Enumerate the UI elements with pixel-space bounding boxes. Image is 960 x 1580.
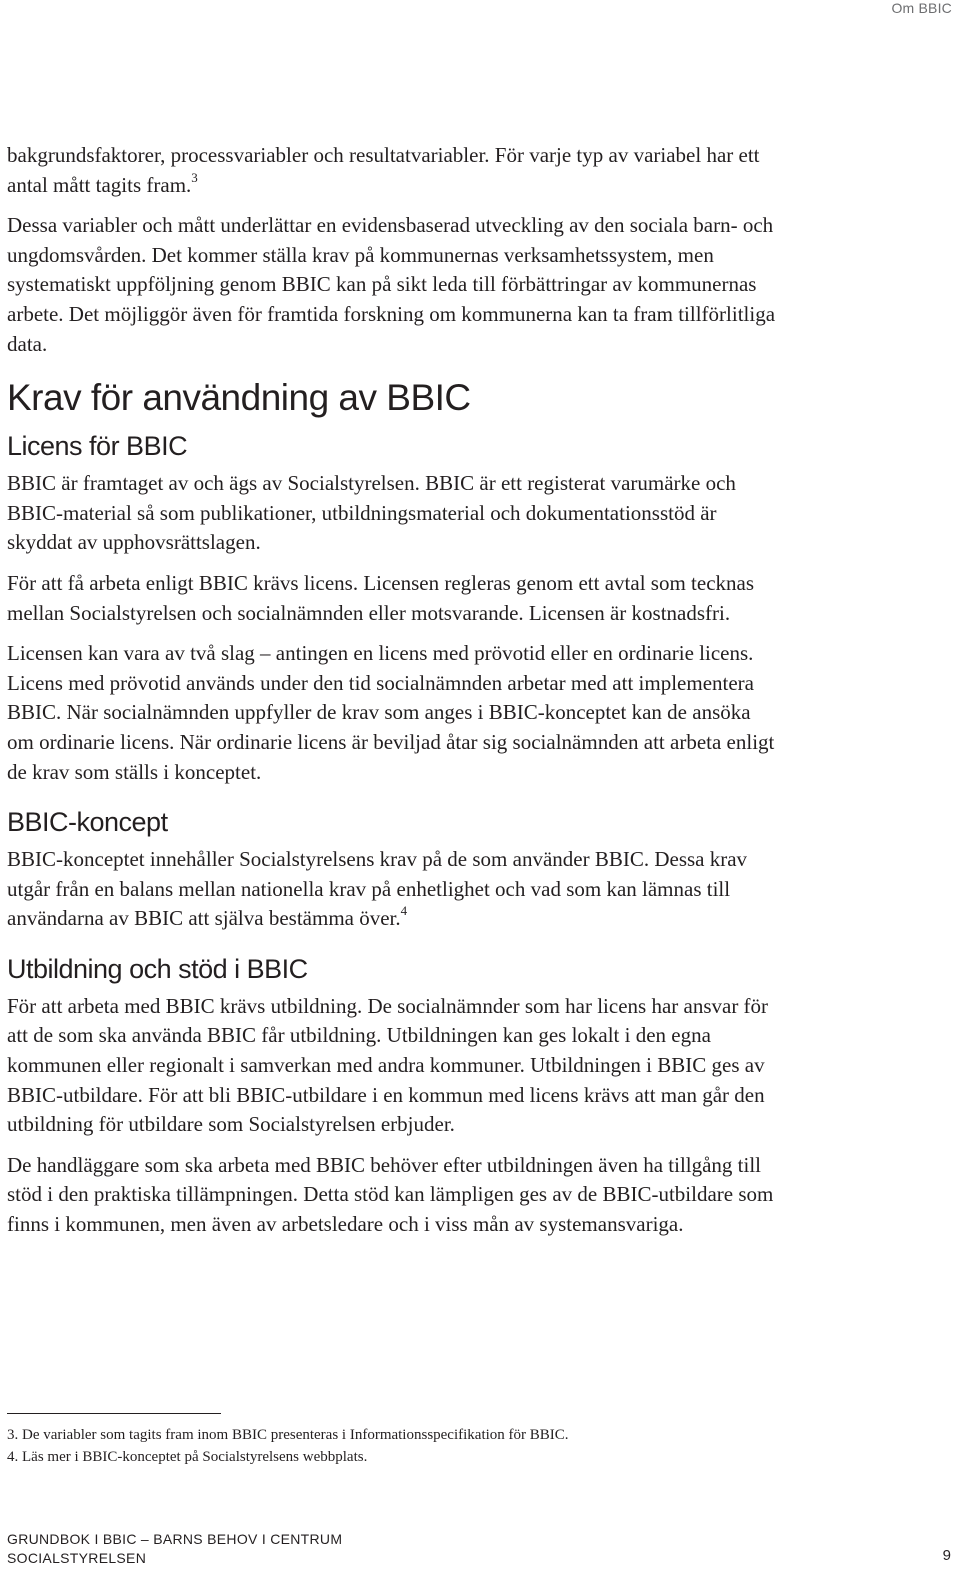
subheading-koncept: BBIC-koncept bbox=[7, 807, 168, 838]
koncept-paragraph bbox=[7, 845, 777, 934]
utbildning-paragraph-1: För att arbeta med BBIC krävs utbildning. De socialnämnder som har licens har ansvar för att de som ska använda BBIC får utbildning. Utbildningen kan ges lokalt i den egna kommunen eller regionalt i samverkan med andra kommuner. Utbildningen i BBIC ges av BBIC-utbildare. För att bli BBIC-utbildare i en kommun med licens krävs att man går den utbildning för utbildare som Socialstyrelsen erbjuder. bbox=[7, 993, 769, 1137]
intro-paragraph-1-text: bakgrundsfaktorer, processvariabler och resultatvariabler. För varje typ av variabel har ett antal mått tagits fram. bbox=[7, 143, 760, 197]
intro-paragraph-2: Dessa variabler och mått underlättar en evidensbaserad utveckling av den sociala barn- och ungdomsvården. Det kommer ställa krav på kommunernas verksamhetssystem, men systematiskt uppföljning genom BBIC kan på sikt leda till förbättringar av kommunernas arbete. Det möjliggör även för framtida forskning om kommunerna kan ta fram tillförlitliga data. bbox=[7, 213, 776, 356]
section-heading-krav: Krav för användning av BBIC bbox=[7, 377, 471, 419]
footnote-ref-4: 4 bbox=[400, 903, 408, 919]
footer-book-title: GRUNDBOK I BBIC – BARNS BEHOV I CENTRUM bbox=[7, 1531, 343, 1547]
intro-paragraph-1 bbox=[7, 141, 777, 200]
running-head: Om BBIC bbox=[891, 0, 952, 16]
licens-paragraph-2: För att få arbeta enligt BBIC krävs licens. Licensen regleras genom ett avtal som tecknas mellan Socialstyrelsen och socialnämnden eller motsvarande. Licensen är kostnadsfri. bbox=[7, 570, 755, 625]
footnote-3: 3. De variabler som tagits fram inom BBIC presenteras i Informationsspecifikation för BBIC. bbox=[7, 1427, 569, 1443]
licens-paragraph-1: BBIC är framtaget av och ägs av Socialstyrelsen. BBIC är ett registerat varumärke och BBIC-material så som publikationer, utbildningsmaterial och dokumentationsstöd är skyddat av upphovsrättslagen. bbox=[7, 471, 736, 555]
licens-paragraph-3: Licensen kan vara av två slag – antingen en licens med prövotid eller en ordinarie licens. Licens med prövotid används under den tid socialnämnden arbetar med att implementera BBIC. När socialnämnden uppfyller de krav som anges i BBIC-konceptet kan de ansöka om ordinarie licens. När ordinarie licens är beviljad åtar sig socialnämnden att arbeta enligt de krav som ställs i konceptet. bbox=[7, 641, 775, 784]
page-body bbox=[7, 141, 777, 1251]
page-footer bbox=[7, 1530, 342, 1568]
footnote-ref-3: 3 bbox=[191, 169, 198, 185]
subheading-utbildning: Utbildning och stöd i BBIC bbox=[7, 953, 308, 984]
subheading-licens: Licens för BBIC bbox=[7, 431, 188, 462]
footer-publisher: SOCIALSTYRELSEN bbox=[7, 1550, 147, 1566]
utbildning-paragraph-2: De handläggare som ska arbeta med BBIC behöver efter utbildningen även ha tillgång till stöd i den praktiska tillämpningen. Detta stöd kan lämpligen ges av de BBIC-utbildare som finns i kommunen, men även av arbetsledare och i viss mån av systemansvariga. bbox=[7, 1152, 774, 1237]
footnote-divider bbox=[7, 1413, 221, 1414]
koncept-paragraph-text: BBIC-konceptet innehåller Socialstyrelsens krav på de som använder BBIC. Dessa krav utgår från en balans mellan nationella krav på enhetlighet och vad som kan lämnas till användarna av BBIC att själva bestämma över. bbox=[7, 847, 748, 931]
footnotes bbox=[7, 1424, 767, 1468]
page-number: 9 bbox=[942, 1547, 951, 1564]
footnote-4: 4. Läs mer i BBIC-konceptet på Socialstyrelsens webbplats. bbox=[7, 1449, 368, 1465]
